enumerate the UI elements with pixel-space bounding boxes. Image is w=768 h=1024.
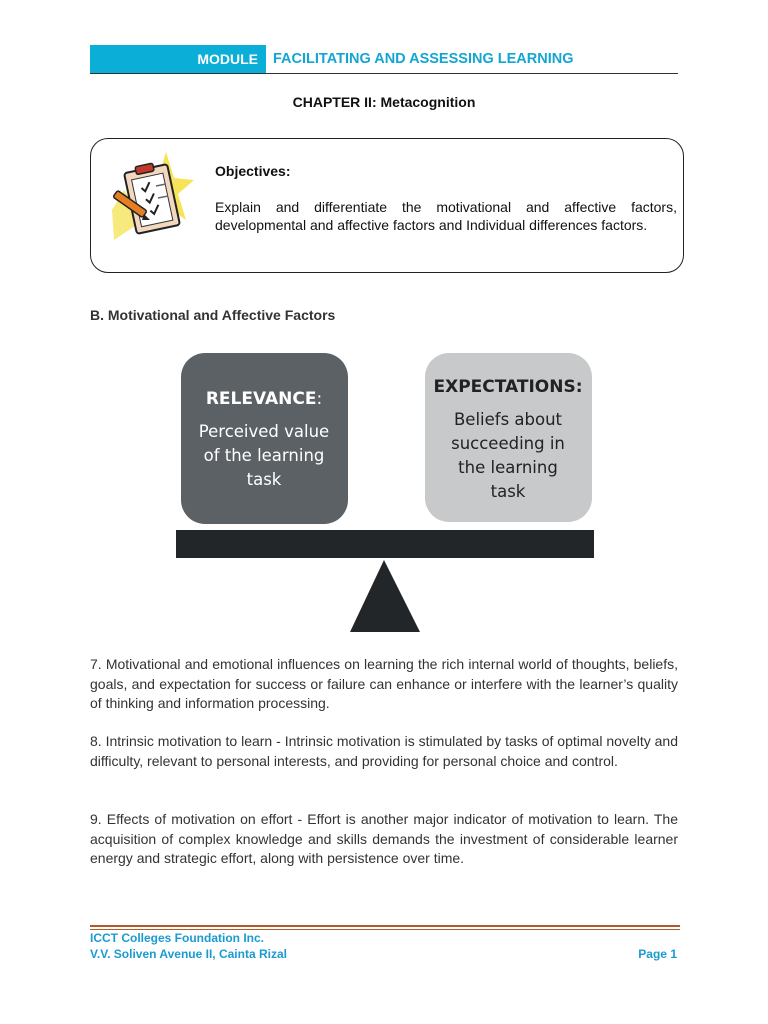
header-divider xyxy=(90,73,678,74)
relevance-line-3: task xyxy=(246,470,282,489)
footer-divider xyxy=(90,925,680,927)
module-label: MODULE xyxy=(90,45,266,73)
footer-org: ICCT Colleges Foundation Inc. xyxy=(90,931,264,945)
section-heading: B. Motivational and Affective Factors xyxy=(90,307,336,323)
expectations-line-1: Beliefs about xyxy=(453,410,563,429)
chapter-title: CHAPTER II: Metacognition xyxy=(292,94,476,110)
objectives-text: Explain and differentiate the motivational and affective factors, developmental and affective factors and Individual differences factors. xyxy=(215,199,677,233)
objectives-heading: Objectives: xyxy=(215,163,291,179)
module-header xyxy=(90,45,678,73)
relevance-expectations-balance-diagram xyxy=(168,344,600,642)
footer-divider-thin xyxy=(90,929,680,930)
clipboard-checklist-icon xyxy=(104,150,194,250)
balance-beam xyxy=(176,530,594,558)
expectations-line-2: succeeding in xyxy=(451,434,565,453)
paragraph-8: 8. Intrinsic motivation to learn - Intrinsic motivation is stimulated by tasks of optimal novelty and difficulty, relevant to personal interests, and providing for personal choice and control. xyxy=(90,733,678,769)
footer-address: V.V. Soliven Avenue II, Cainta Rizal xyxy=(90,947,287,961)
expectations-line-3: the learning xyxy=(458,458,558,477)
page-number: Page 1 xyxy=(638,947,677,961)
expectations-line-4: task xyxy=(490,482,526,501)
relevance-line-1: Perceived value xyxy=(198,422,330,441)
expectations-title: EXPECTATIONS: xyxy=(433,377,583,397)
paragraph-7: 7. Motivational and emotional influences on learning the rich internal world of thoughts, beliefs, goals, and expectation for success or failure can enhance or interfere with the learner’s quality of thinking and information processing. xyxy=(90,656,678,711)
paragraph-9: 9. Effects of motivation on effort - Effort is another major indicator of motivation to learn. The acquisition of complex knowledge and skills demands the investment of considerable learner energy and strategic effort, along with persistence over time. xyxy=(90,811,678,866)
relevance-title: RELEVANCE: xyxy=(205,389,323,409)
module-title: FACILITATING AND ASSESSING LEARNING xyxy=(273,51,574,67)
relevance-line-2: of the learning xyxy=(203,446,325,465)
